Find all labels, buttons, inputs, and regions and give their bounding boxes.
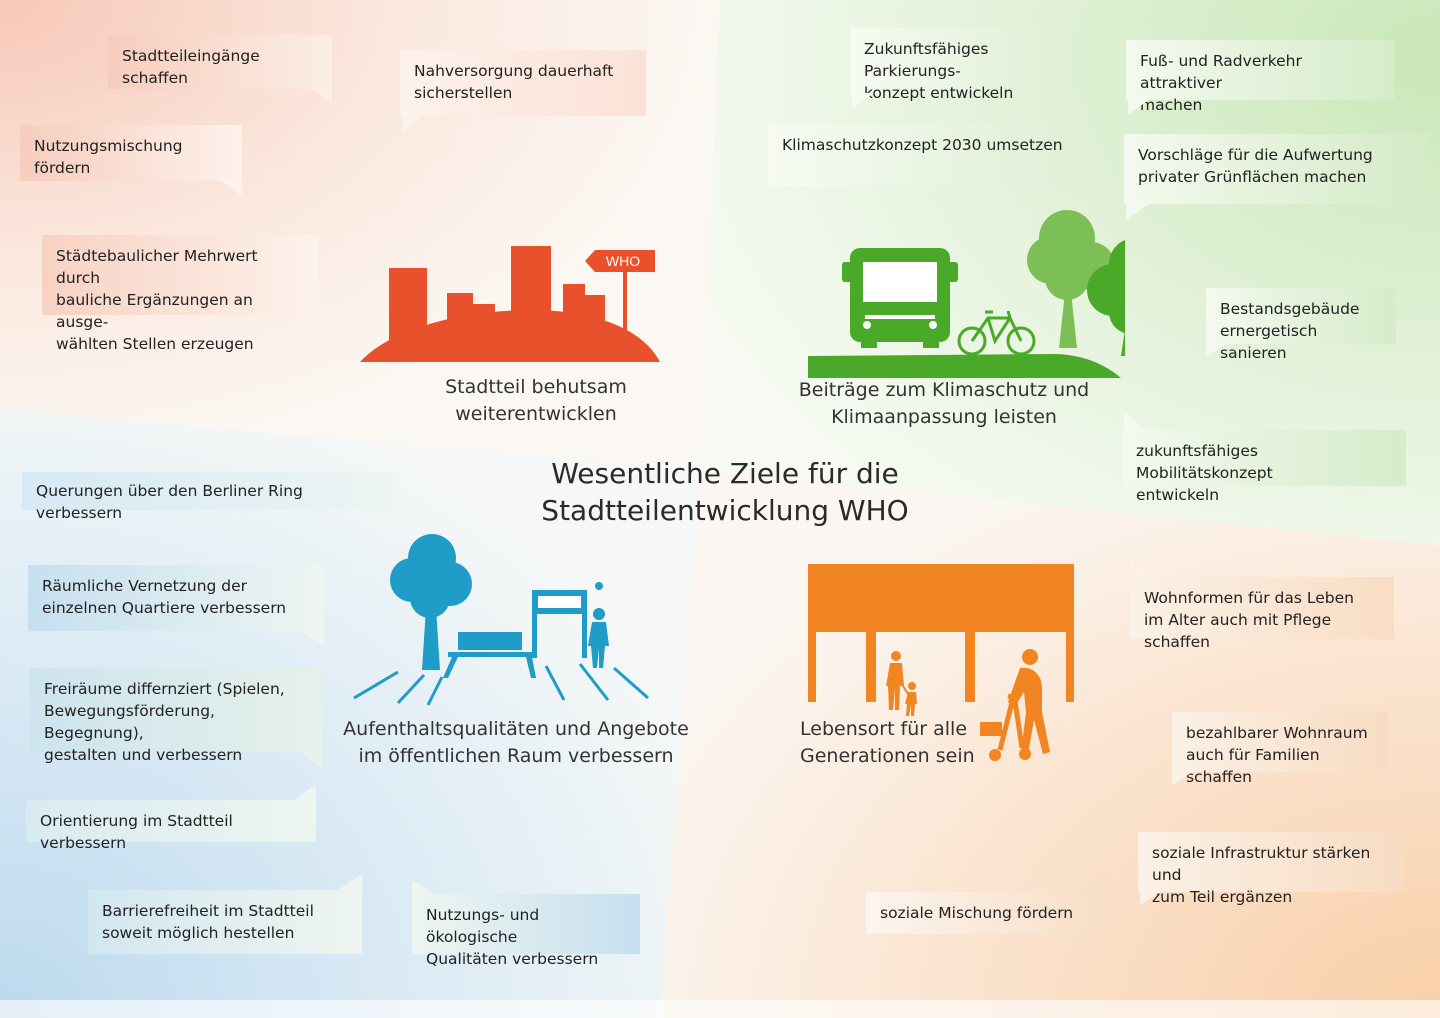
bubble-tail bbox=[1130, 558, 1152, 578]
bubble-tail bbox=[338, 874, 362, 890]
bubble-tail bbox=[1126, 203, 1150, 221]
cluster-caption-orange: Lebensort für alle Generationen sein bbox=[800, 718, 975, 767]
city-skyline-icon bbox=[355, 238, 665, 368]
goal-bubble: soziale Mischung fördern bbox=[866, 892, 1106, 934]
bubble-tail bbox=[412, 880, 434, 894]
goal-bubble: Freiräume differnziert (Spielen, Bewegungsförderung, Begegnung), gestalten und verbessern bbox=[30, 668, 322, 752]
goal-bubble: zukunftsfähiges Mobilitätskonzept entwickeln bbox=[1122, 430, 1406, 486]
goal-bubble: Nutzungs- und ökologische Qualitäten verbessern bbox=[412, 894, 640, 954]
goal-bubble: Orientierung im Stadtteil verbessern bbox=[26, 800, 316, 842]
bubble-tail bbox=[1128, 99, 1150, 115]
goal-bubble: Räumliche Vernetzung der einzelnen Quartiere verbessern bbox=[28, 565, 324, 631]
goal-bubble: Barrierefreiheit im Stadtteil soweit möglich hestellen bbox=[88, 890, 362, 954]
cluster-caption-green: Beiträge zum Klimaschutz und Klimaanpassung leisten bbox=[798, 379, 1090, 428]
bubble-tail bbox=[1140, 891, 1162, 905]
goal-bubble: Nutzungsmischung fördern bbox=[20, 125, 242, 181]
goal-bubble: soziale Infrastruktur stärken und zum Teil ergänzen bbox=[1138, 832, 1404, 892]
bubble-tail bbox=[1206, 343, 1228, 357]
bubble-tail bbox=[1054, 185, 1078, 201]
park-bench-tree-icon bbox=[350, 528, 680, 706]
goal-bubble: Klimaschutzkonzept 2030 umsetzen bbox=[768, 124, 1078, 186]
bubble-tail bbox=[402, 115, 424, 133]
goal-bubble: Städtebaulicher Mehrwert durch bauliche Ergänzungen an ausge- wählten Stellen erzeugen bbox=[42, 235, 318, 315]
signpost-label: WHO bbox=[605, 253, 641, 269]
bubble-tail bbox=[1124, 412, 1146, 430]
goal-bubble: Vorschläge für die Aufwertung privater Grünflächen machen bbox=[1124, 134, 1430, 204]
bubble-tail bbox=[300, 630, 324, 646]
goal-bubble: Nahversorgung dauerhaft sicherstellen bbox=[400, 50, 646, 116]
bubble-tail bbox=[376, 509, 400, 523]
main-title: Wesentliche Ziele für die Stadtteilentwicklung WHO bbox=[541, 457, 909, 527]
goal-bubble: Querungen über den Berliner Ring verbessern bbox=[22, 472, 400, 510]
bubble-tail bbox=[1082, 874, 1106, 892]
cluster-caption-red: Stadtteil behutsam weiterentwicklen bbox=[445, 376, 627, 425]
bubble-tail bbox=[294, 784, 316, 800]
goal-bubble: bezahlbarer Wohnraum auch für Familien schaffen bbox=[1172, 712, 1388, 772]
bubble-tail bbox=[1172, 771, 1194, 785]
bubble-tail bbox=[298, 751, 322, 769]
goal-bubble: Zukunftsfähiges Parkierungs- konzept entwickeln bbox=[850, 28, 1088, 94]
bubble-tail bbox=[310, 88, 332, 104]
goal-bubble: Wohnformen für das Leben im Alter auch mit Pflege schaffen bbox=[1130, 577, 1394, 639]
goal-bubble: Bestandsgebäude ernergetisch sanieren bbox=[1206, 288, 1396, 344]
bubble-tail bbox=[220, 180, 242, 196]
goal-bubble: Fuß- und Radverkehr attraktiver machen bbox=[1126, 40, 1394, 100]
cluster-caption-blue: Aufenthaltsqualitäten und Angebote im öffentlichen Raum verbessern bbox=[343, 718, 689, 767]
bubble-tail bbox=[296, 314, 318, 332]
bus-bicycle-trees-icon bbox=[805, 208, 1125, 380]
goal-bubble: Stadtteileingänge schaffen bbox=[108, 35, 332, 89]
bubble-tail bbox=[852, 93, 874, 109]
